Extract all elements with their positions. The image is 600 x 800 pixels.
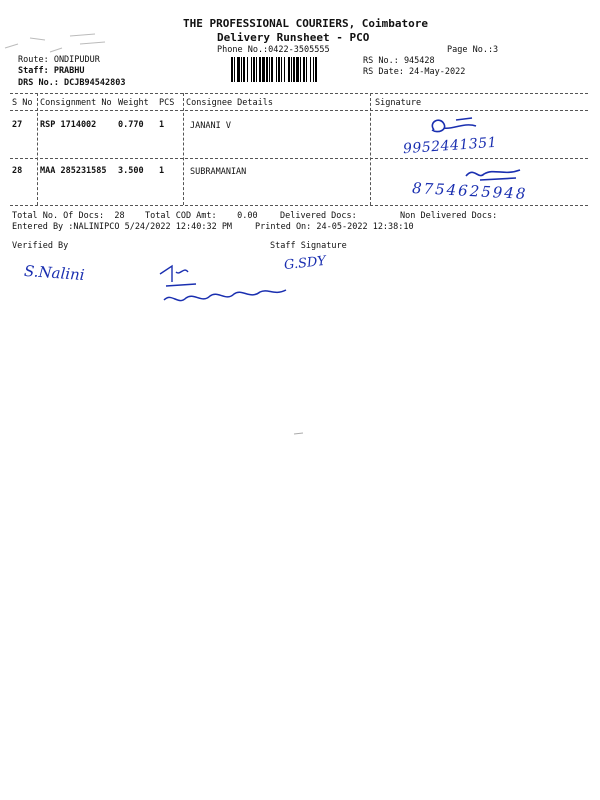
staff-signature-handwriting: G.SDY	[283, 253, 327, 274]
col-header-signature: Signature	[375, 98, 422, 108]
verified-signature: S.Nalini	[23, 261, 86, 285]
row-sno: 27	[12, 120, 23, 130]
entered-by: Entered By :NALINIPCO 5/24/2022 12:40:32 PM	[12, 222, 233, 232]
barcode	[231, 57, 353, 82]
staff-signature-label: Staff Signature	[270, 241, 347, 251]
staff-signature-scribble	[150, 262, 300, 312]
verified-by-label: Verified By	[12, 241, 69, 251]
page-number: Page No.:3	[447, 45, 499, 55]
row-pcs: 1	[159, 166, 165, 176]
row-weight: 3.500	[118, 166, 144, 176]
company-name: THE PROFESSIONAL COURIERS, Coimbatore	[183, 17, 429, 30]
scan-speck	[293, 430, 305, 438]
rs-date: RS Date: 24-May-2022	[363, 67, 466, 77]
row-weight: 0.770	[118, 120, 144, 130]
row-sno: 28	[12, 166, 23, 176]
row-consignment: MAA 285231585	[40, 166, 107, 176]
col-header-consignee: Consignee Details	[186, 98, 273, 108]
row-consignee: SUBRAMANIAN	[190, 167, 247, 177]
col-header-weight: Weight	[118, 98, 149, 108]
table-top-rule	[10, 93, 588, 94]
col-header-consignment: Consignment No	[40, 98, 112, 108]
column-divider	[183, 93, 184, 205]
drs-number: DRS No.: DCJB94542803	[18, 78, 126, 88]
delivered-docs: Delivered Docs:	[280, 211, 357, 221]
table-row-rule	[10, 158, 588, 159]
handwritten-phone: 9952441351	[402, 134, 498, 158]
staff-label: Staff: PRABHU	[18, 66, 85, 76]
row-pcs: 1	[159, 120, 165, 130]
total-cod: Total COD Amt: 0.00	[145, 211, 258, 221]
col-header-sno: S No	[12, 98, 33, 108]
row-consignment: RSP 1714002	[40, 120, 97, 130]
total-docs: Total No. Of Docs: 28	[12, 211, 125, 221]
column-divider	[370, 93, 371, 205]
route-label: Route: ONDIPUDUR	[18, 55, 100, 65]
row-consignee: JANANI V	[190, 121, 231, 131]
column-divider	[37, 93, 38, 205]
rs-number: RS No.: 945428	[363, 56, 435, 66]
sheet-title: Delivery Runsheet - PCO	[217, 31, 370, 44]
non-delivered-docs: Non Delivered Docs:	[400, 211, 498, 221]
printed-on: Printed On: 24-05-2022 12:38:10	[255, 222, 414, 232]
table-header-rule	[10, 110, 588, 111]
phone-number: Phone No.:0422-3505555	[217, 45, 330, 55]
handwritten-signature	[460, 162, 530, 184]
table-bottom-rule	[10, 205, 588, 206]
col-header-pcs: PCS	[159, 98, 175, 108]
handwritten-phone: 8754625948	[411, 178, 528, 204]
